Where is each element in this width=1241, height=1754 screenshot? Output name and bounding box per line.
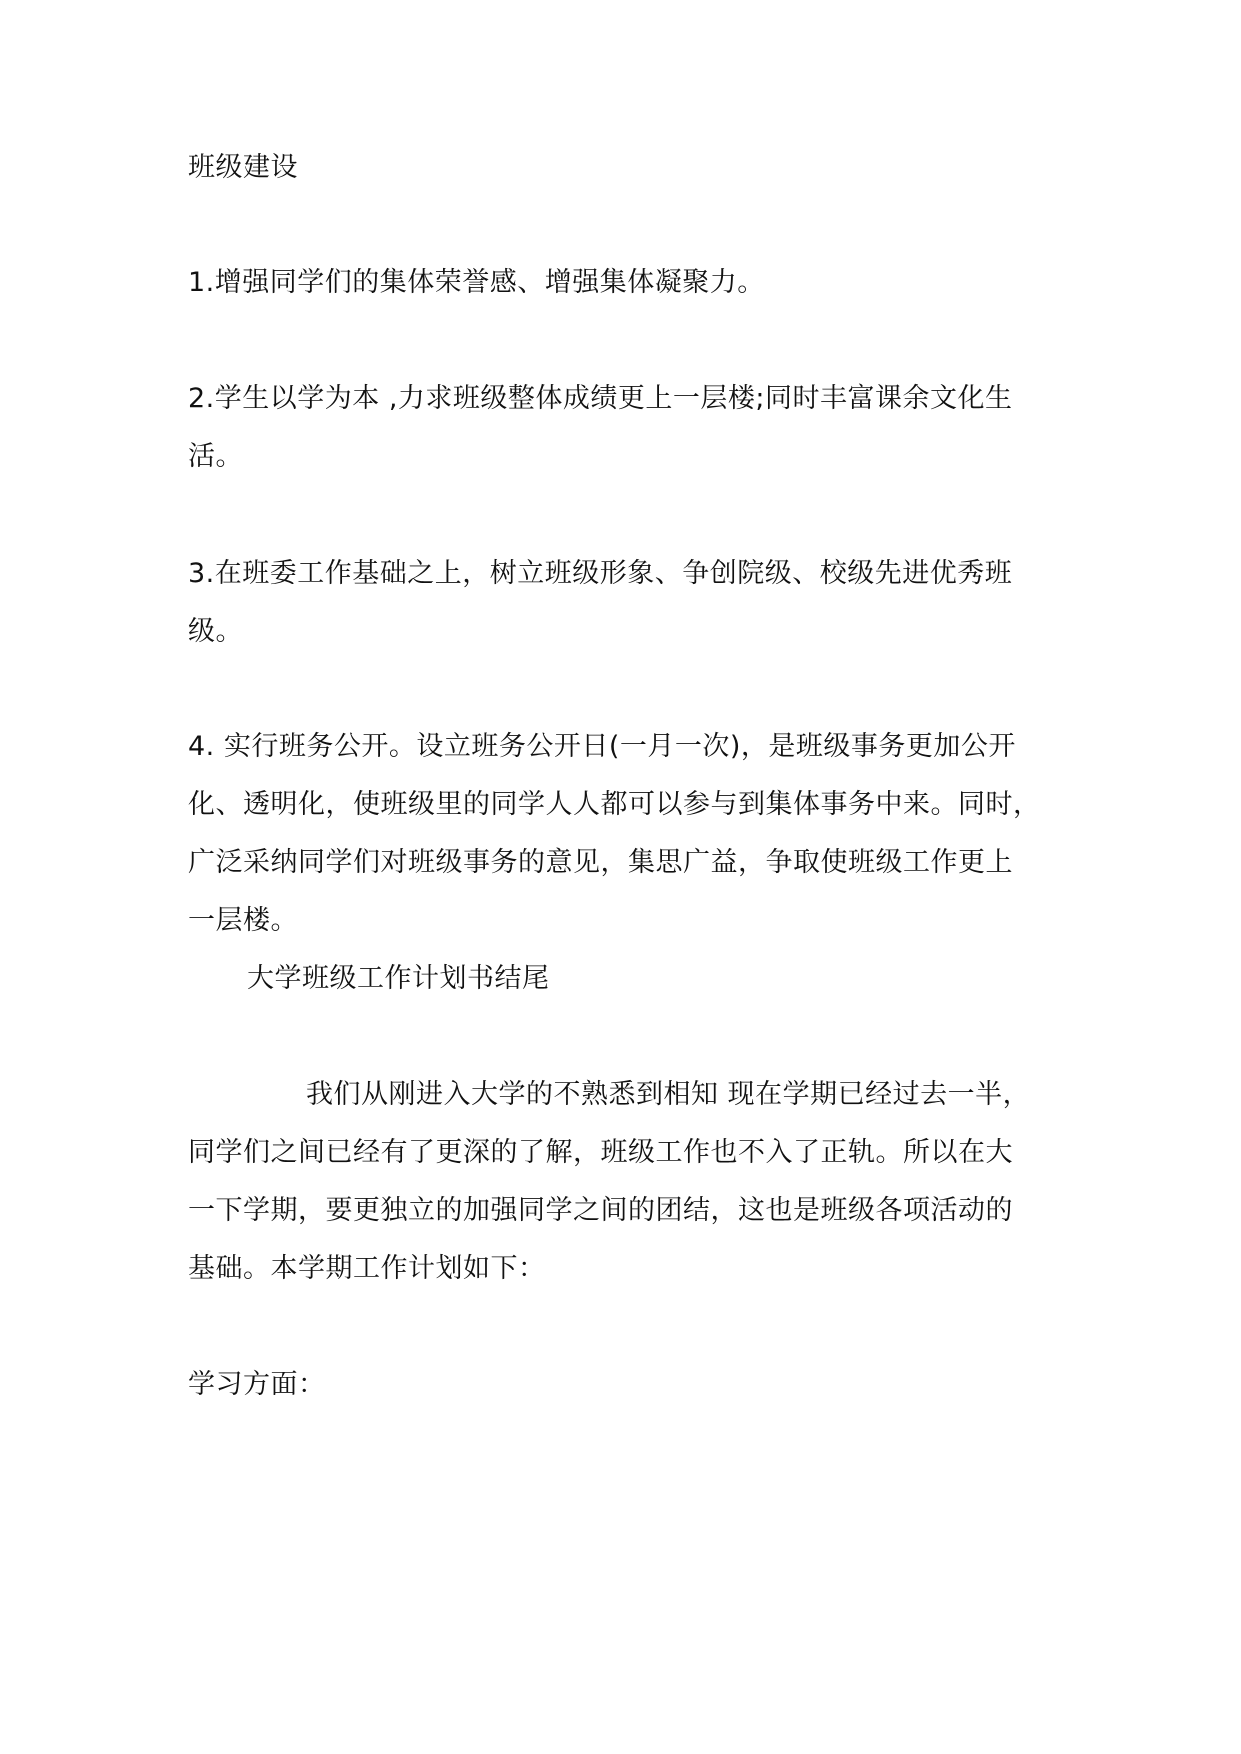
paragraph-line-3: 一下学期，要更独立的加强同学之间的团结，这也是班级各项活动的 xyxy=(188,1195,1013,1226)
study-heading: 学习方面： xyxy=(188,1369,326,1400)
list-item-4-line-4: 一层楼。 xyxy=(188,905,298,936)
paragraph-line-4: 基础。本学期工作计划如下： xyxy=(188,1253,546,1284)
section-heading: 班级建设 xyxy=(188,152,298,183)
list-item-3-line-2: 级。 xyxy=(188,616,243,647)
list-item-1: 1.增强同学们的集体荣誉感、增强集体凝聚力。 xyxy=(188,267,765,298)
list-item-4-line-1: 4. 实行班务公开。设立班务公开日(一月一次)，是班级事务更加公开 xyxy=(188,731,1016,762)
paragraph-line-2: 同学们之间已经有了更深的了解，班级工作也不入了正轨。所以在大 xyxy=(188,1137,1013,1168)
list-item-2-line-1: 2.学生以学为本 ,力求班级整体成绩更上一层楼;同时丰富课余文化生 xyxy=(188,383,1013,414)
section-title-ending: 大学班级工作计划书结尾 xyxy=(247,963,550,994)
list-item-4-line-2: 化、透明化，使班级里的同学人人都可以参与到集体事务中来。同时， xyxy=(188,789,1041,820)
list-item-3-line-1: 3.在班委工作基础之上，树立班级形象、争创院级、校级先进优秀班 xyxy=(188,558,1013,589)
list-item-2-line-2: 活。 xyxy=(188,441,243,472)
paragraph-line-1: 我们从刚进入大学的不熟悉到相知 现在学期已经过去一半， xyxy=(306,1079,1031,1110)
list-item-4-line-3: 广泛采纳同学们对班级事务的意见，集思广益，争取使班级工作更上 xyxy=(188,847,1013,878)
